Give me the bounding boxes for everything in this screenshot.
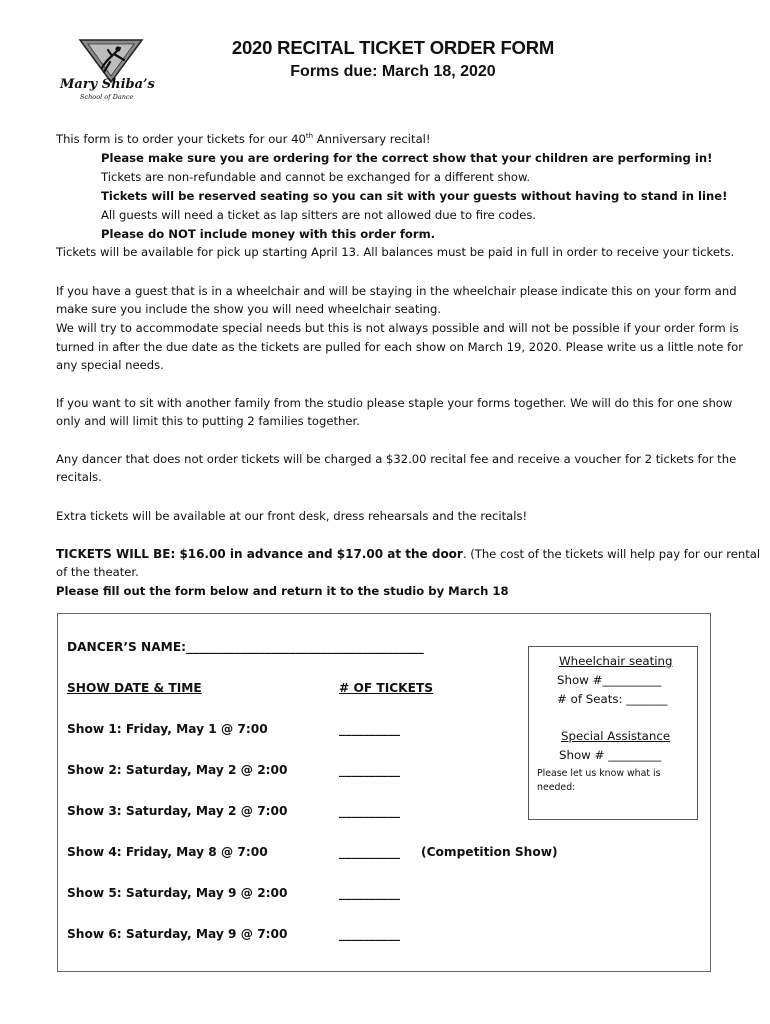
show-4-tickets-field[interactable]: __________ [339,845,400,859]
wheelchair-seats-field[interactable]: # of Seats: _______ [557,692,668,706]
wheelchair-seating-title: Wheelchair seating [559,654,673,668]
intro-line-3: Tickets are non-refundable and cannot be exchanged for a different show. [101,170,531,184]
intro-line-1: This form is to order your tickets for our 40th Anniversary recital! [56,132,431,146]
assistance-note-line-1: Please let us know what is [537,768,661,779]
competition-note: (Competition Show) [421,845,558,859]
page-subtitle: Forms due: March 18, 2020 [290,63,496,80]
intro-line-7: Tickets will be available for pick up starting April 13. All balances must be paid in full in order to receive your tickets. [56,245,735,259]
tickets-header: # OF TICKETS [339,681,434,695]
intro-line-4: Tickets will be reserved seating so you can sit with your guests without having to stand in line! [101,189,728,203]
dancer-name-field[interactable]: DANCER’S NAME:_______________________________________ [67,640,424,654]
show-2-tickets-field[interactable]: __________ [339,763,400,777]
wheelchair-line-5: any special needs. [56,358,164,372]
intro-line-5: All guests will need a ticket as lap sitters are not allowed due to fire codes. [101,208,537,222]
fee-line-2: recitals. [56,470,102,484]
special-assistance-title: Special Assistance [561,729,671,743]
assistance-note-line-2: needed: [537,782,576,793]
show-4-label: Show 4: Friday, May 8 @ 7:00 [67,845,268,859]
show-3-label: Show 3: Saturday, May 2 @ 7:00 [67,804,288,818]
intro-line-6: Please do NOT include money with this order form. [101,227,436,241]
show-6-tickets-field[interactable]: __________ [339,927,400,941]
wheelchair-line-2: make sure you include the show you will need wheelchair seating. [56,302,442,316]
wheelchair-show-field[interactable]: Show #__________ [557,673,662,687]
price-line-1: TICKETS WILL BE: $16.00 in advance and $17.00 at the door. (The cost of the tickets will help pay for our rental [56,547,761,561]
price-line-3: Please fill out the form below and return it to the studio by March 18 [56,584,509,598]
wheelchair-line-1: If you have a guest that is in a wheelchair and will be staying in the wheelchair please indicate this on your form and [56,284,737,298]
price-line-2: of the theater. [56,565,139,579]
logo-name: Mary Shiba’s [60,77,155,92]
wheelchair-line-4: turned in after the due date as the tickets are pulled for each show on March 19, 2020. Please write us a little note for [56,340,743,354]
show-5-tickets-field[interactable]: __________ [339,886,400,900]
page-title: 2020 RECITAL TICKET ORDER FORM [231,37,555,58]
show-5-label: Show 5: Saturday, May 9 @ 2:00 [67,886,288,900]
show-date-header: SHOW DATE & TIME [67,681,202,695]
show-1-label: Show 1: Friday, May 1 @ 7:00 [67,722,268,736]
special-assistance-show-field[interactable]: Show # _________ [559,748,662,762]
extra-tickets-line: Extra tickets will be available at our front desk, dress rehearsals and the recitals! [56,509,528,523]
family-line-2: only and will limit this to putting 2 families together. [56,414,360,428]
show-1-tickets-field[interactable]: __________ [339,722,400,736]
fee-line-1: Any dancer that does not order tickets will be charged a $32.00 recital fee and receive a voucher for 2 tickets for the [56,452,737,466]
logo-tagline: School of Dance [80,93,134,101]
wheelchair-line-3: We will try to accommodate special needs but this is not always possible and will not be possible if your order form is [56,321,739,335]
family-line-1: If you want to sit with another family from the studio please staple your forms together. We will do this for one show [56,396,733,410]
show-6-label: Show 6: Saturday, May 9 @ 7:00 [67,927,288,941]
show-3-tickets-field[interactable]: __________ [339,804,400,818]
intro-line-2: Please make sure you are ordering for the correct show that your children are performing in! [101,151,713,165]
show-2-label: Show 2: Saturday, May 2 @ 2:00 [67,763,288,777]
